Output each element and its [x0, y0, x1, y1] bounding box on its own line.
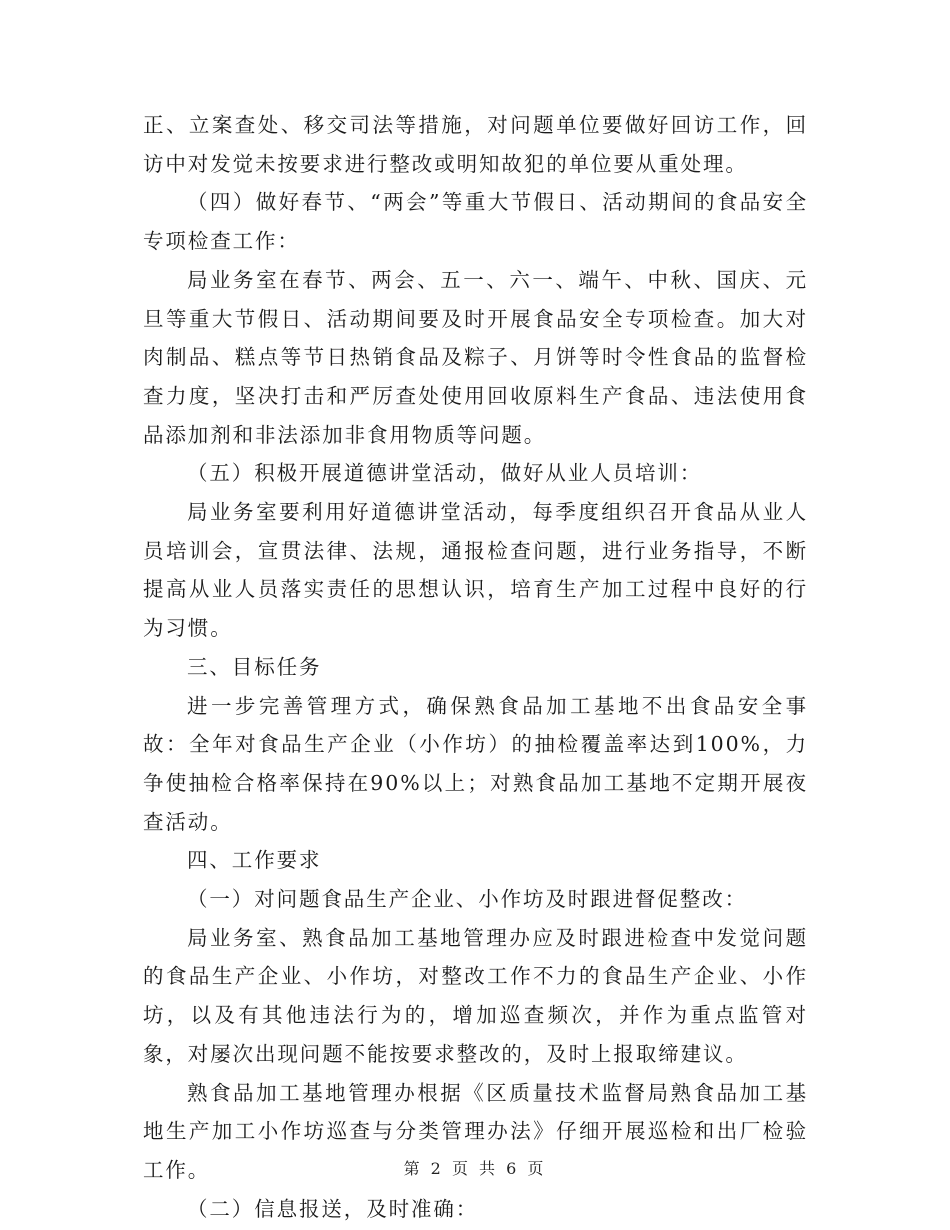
page-number-footer: 第 2 页 共 6 页 — [403, 1159, 547, 1178]
paragraph: 局业务室要利用好道德讲堂活动，每季度组织召开食品从业人员培训会，宣贯法律、法规，通报检查问题，进行业务指导，不断提高从业人员落实责任的思想认识，培育生产加工过程中良好的行为习惯。 — [143, 500, 808, 641]
section-heading: 三、目标任务 — [187, 654, 322, 679]
paragraph: 局业务室、熟食品加工基地管理办应及时跟进检查中发觉问题的食品生产企业、小作坊，对整改工作不力的食品生产企业、小作坊，以及有其他违法行为的，增加巡查频次，并作为重点监管对象，对屡次出现问题不能按要求整改的，及时上报取缔建议。 — [143, 925, 808, 1066]
section-heading: （五）积极开展道德讲堂活动，做好从业人员培训： — [187, 461, 703, 486]
section-heading: （一）对问题食品生产企业、小作坊及时跟进督促整改： — [187, 887, 747, 912]
paragraph: 正、立案查处、移交司法等措施，对问题单位要做好回访工作，回访中对发觉未按要求进行整改或明知故犯的单位要从重处理。 — [143, 113, 808, 176]
paragraph: 进一步完善管理方式，确保熟食品加工基地不出食品安全事故：全年对食品生产企业（小作坊）的抽检覆盖率达到100%，力争使抽检合格率保持在90%以上；对熟食品加工基地不定期开展夜查活动。 — [143, 693, 808, 834]
document-body — [143, 106, 808, 1228]
paragraph: 局业务室在春节、两会、五一、六一、端午、中秋、国庆、元旦等重大节假日、活动期间要及时开展食品安全专项检查。加大对肉制品、糕点等节日热销食品及粽子、月饼等时令性食品的监督检查力度，坚决打击和严厉查处使用回收原料生产食品、违法使用食品添加剂和非法添加非食用物质等问题。 — [143, 267, 808, 447]
section-heading: （四）做好春节、“两会”等重大节假日、活动期间的食品安全专项检查工作： — [143, 190, 808, 254]
section-heading: （二）信息报送，及时准确： — [187, 1196, 479, 1221]
section-heading: 四、工作要求 — [187, 848, 322, 873]
paragraph: 熟食品加工基地管理办根据《区质量技术监督局熟食品加工基地生产加工小作坊巡查与分类管理办法》仔细开展巡检和出厂检验工作。 — [143, 1080, 808, 1182]
